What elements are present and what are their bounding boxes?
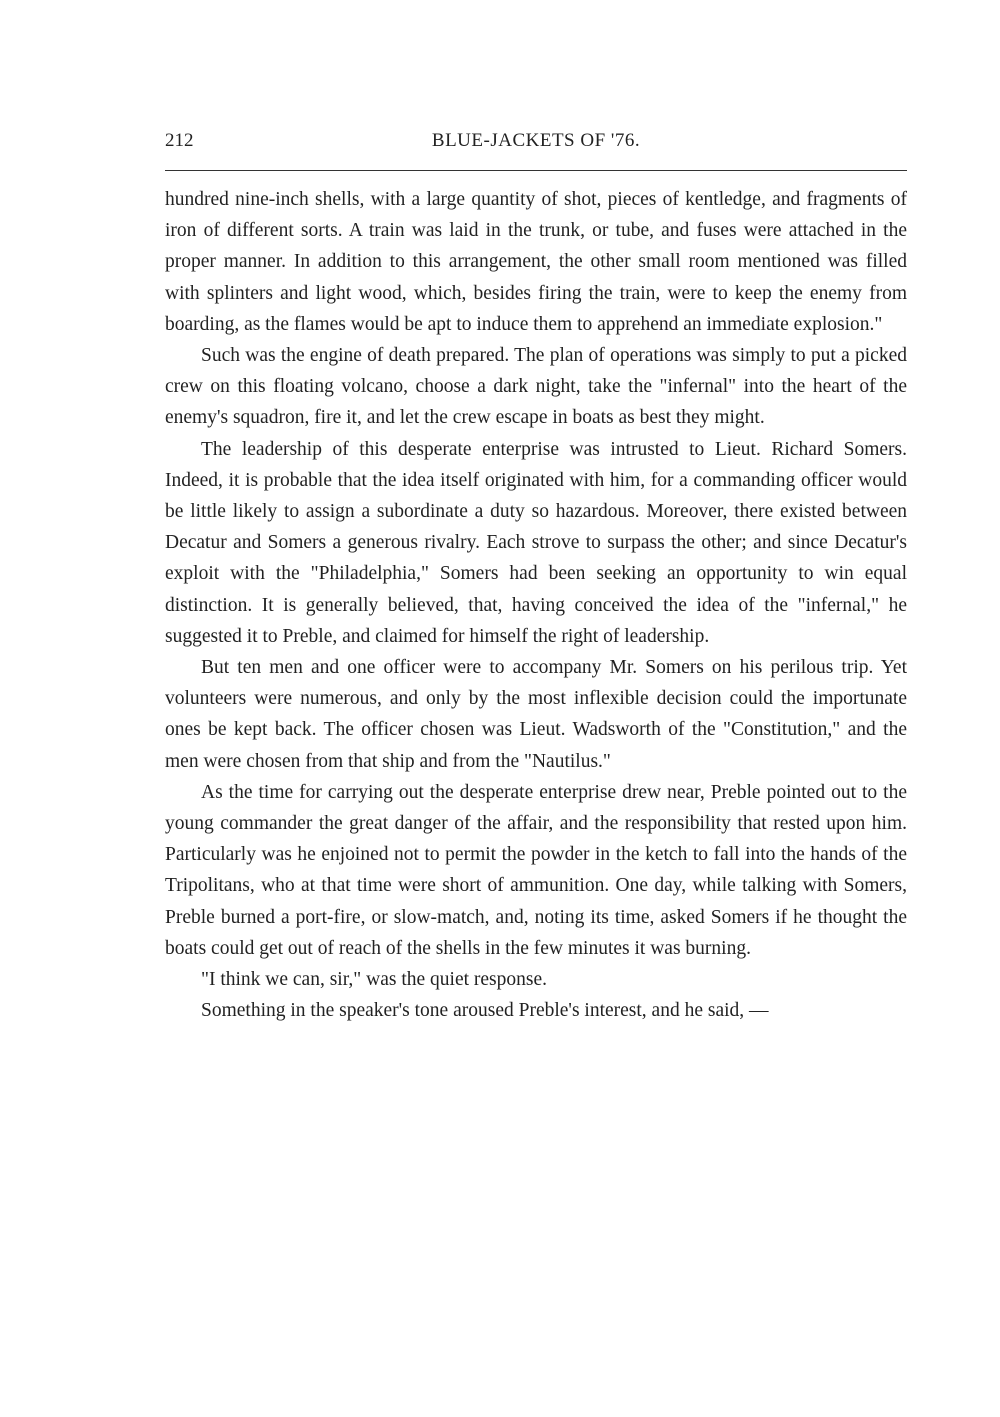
header-rule [165, 170, 907, 171]
paragraph: Such was the engine of death prepared. The plan of operations was simply to put a picked crew on this floating volcano, choose a dark night, take the "infernal" into the heart of the enemy's squadron, fire it, and let the crew escape in boats as best they might. [165, 345, 907, 429]
paragraph: As the time for carrying out the desperate enterprise drew near, Preble pointed out to the young commander the great danger of the affair, and the responsibility that rested upon him. Particularly was he enjoined not to permit the powder in the ketch to fall into the hands of the Tripolitans, who at that time were short of ammunition. One day, while talking with Somers, Preble burned a port-fire, or slow-match, and, noting its time, asked Somers if he thought the boats could get out of reach of the shells in the few minutes it was burning. [165, 781, 907, 959]
running-header [165, 130, 907, 160]
running-title: BLUE-JACKETS OF '76. [431, 130, 641, 151]
paragraph: hundred nine-inch shells, with a large quantity of shot, pieces of kentledge, and fragments of iron of different sorts. A train was laid in the trunk, or tube, and fuses were attached in the proper manner. In addition to this arrangement, the other small room mentioned was filled with splinters and light wood, which, besides firing the train, were to keep the enemy from boarding, as the flames would be apt to induce them to apprehend an immediate explosion." [165, 189, 907, 335]
paragraph: But ten men and one officer were to accompany Mr. Somers on his perilous trip. Yet volunteers were numerous, and only by the most inflexible decision could the importunate ones be kept back. The officer chosen was Lieut. Wadsworth of the "Constitution," and the men were chosen from that ship and from the "Nautilus." [165, 657, 907, 772]
paragraph: The leadership of this desperate enterprise was intrusted to Lieut. Richard Somers. Indeed, it is probable that the idea itself originated with him, for a commanding officer would be little likely to assign a subordinate a duty so hazardous. Moreover, there existed between Decatur and Somers a generous rivalry. Each strove to surpass the other; and since Decatur's exploit with the "Philadelphia," Somers had been seeking an opportunity to win equal distinction. It is generally believed, that, having conceived the idea of the "infernal," he suggested it to Preble, and claimed for himself the right of leadership. [165, 438, 907, 647]
body-text [165, 184, 907, 1026]
page-number: 212 [165, 130, 194, 151]
paragraph: Something in the speaker's tone aroused Preble's interest, and he said, — [201, 1000, 769, 1022]
paragraph: "I think we can, sir," was the quiet response. [201, 969, 548, 991]
